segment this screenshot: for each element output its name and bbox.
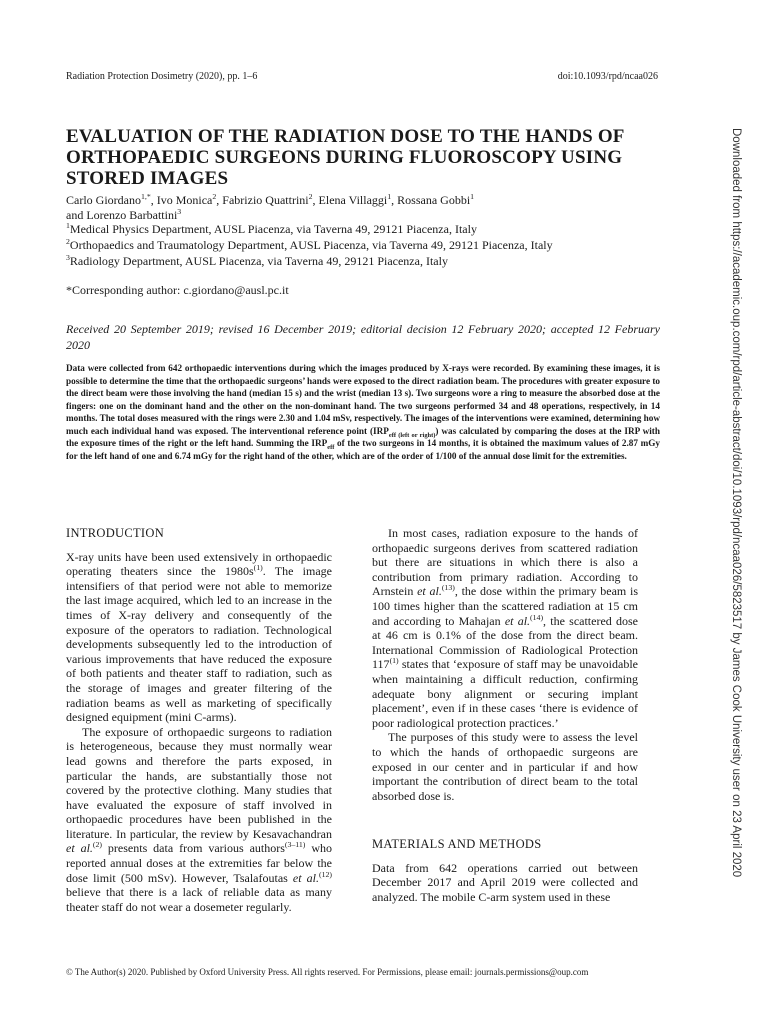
- affiliation-text: Medical Physics Department, AUSL Piacenza, via Taverna 49, 29121 Piacenza, Italy: [69, 222, 477, 236]
- body-text: who reported annual doses at the extremities far below the dose limit (500 mSv). However, Tsalafoutas: [66, 841, 332, 885]
- abstract-subscript: eff (left or right): [388, 431, 436, 439]
- author-name: , Ivo Monica: [150, 193, 213, 207]
- journal-citation: Radiation Protection Dosimetry (2020), pp. 1–6: [66, 71, 258, 82]
- abstract-text: Data were collected from 642 orthopaedic interventions during which the images produced by X-rays were recorded. By examining these images, it is possible to determine the time that the orthopaedic surgeons’ hands were exposed to the direct radiation beam. The procedures with greater exposure to the direct beam were those involving the hand (median 15 s) and the wrist (median 13 s). Two surgeons wore a ring to measure the absorbed dose at the fingers: one on the dominant hand and the other on the non-dominant hand. The two surgeons performed 34 and 48 operations, respectively, in 14 months. The total doses measured with the rings were 2.30 and 1.04 mSv, respectively. The images of the interventions were examined, determining how much each individual hand was exposed. The interventional reference point (IRP: [66, 363, 660, 436]
- body-text: believe that there is a lack of reliable data as many theater staff do not wear a dosemeter regularly.: [66, 885, 332, 914]
- body-text: presents data from various authors: [102, 841, 285, 856]
- affiliation: [66, 253, 666, 269]
- citation-ref: (3–11): [284, 840, 306, 850]
- affiliation: [66, 221, 666, 237]
- download-watermark-text: Downloaded from https://academic.oup.com/rpd/article-abstract/doi/10.1093/rpd/ncaa026/5823517 by James Cook University user on 23 April 2020: [730, 128, 742, 878]
- author-name: and Lorenzo Barbattini: [66, 208, 178, 222]
- author-name: Carlo Giordano: [66, 193, 141, 207]
- copyright-footer: © The Author(s) 2020. Published by Oxford University Press. All rights reserved. For Permissions, please email: journals.permissions@oup.com: [66, 967, 589, 977]
- paragraph: [372, 526, 638, 730]
- author-affiliation-mark: 1: [470, 192, 475, 201]
- body-text: , the dose within the primary beam is 100 times higher than the scattered radiation at 15 cm and according to Mahajan: [372, 584, 639, 628]
- article-dates: Received 20 September 2019; revised 16 December 2019; editorial decision 12 February 2020; accepted 12 February 2020: [66, 322, 660, 352]
- author-list: [66, 193, 666, 223]
- body-text: states that ‘exposure of staff may be unavoidable when maintaining a difficult reduction, confirming adequate bony alignment or securing implant placement’, even if in these cases ‘there is evidence of poor radiological protection practices.’: [372, 657, 638, 730]
- author-name: , Fabrizio Quattrini: [216, 193, 309, 207]
- paragraph: The purposes of this study were to assess the level to which the hands of orthopaedic surgeons are exposed in our center and in particular if and how important the contribution of direct beam to the total absorbed dose is.: [372, 730, 638, 803]
- paragraph: [66, 550, 332, 725]
- citation-ref: (1): [389, 656, 399, 666]
- citation-ref: (12): [318, 869, 332, 879]
- author-affiliation-mark: 1,*: [140, 192, 151, 201]
- abstract: [66, 362, 660, 462]
- author-affiliation-mark: 3: [177, 207, 182, 216]
- affiliation-text: Orthopaedics and Traumatology Department, AUSL Piacenza, via Taverna 49, 29121 Piacenza, Italy: [69, 238, 553, 252]
- author-name: , Rossana Gobbi: [391, 193, 471, 207]
- body-text-italic: et al.: [66, 841, 93, 856]
- paper-title: EVALUATION OF THE RADIATION DOSE TO THE HANDS OF ORTHOPAEDIC SURGEONS DURING FLUOROSCOPY USING STORED IMAGES: [66, 126, 624, 189]
- affiliation: [66, 237, 666, 253]
- paragraph: Data from 642 operations carried out between December 2017 and April 2019 were collected and analyzed. The mobile C-arm system used in these: [372, 860, 638, 905]
- body-text: . The image intensifiers of that period were not able to memorize the last image acquired, which led to an increase in the times of X-ray delivery and consequently of the exposure of the operators to radiation. Technological developments subsequently led to the introduction of various improvements that have reduced the exposure of both patients and theater staff to radiation, such as the storage of images and greater filtering of the radiation beams as well as marketing of specifically designed equipment (mini C-arms).: [66, 564, 332, 725]
- affiliation-number: 1: [66, 221, 70, 230]
- left-column: [66, 526, 332, 914]
- paragraph: [66, 725, 332, 915]
- author-affiliation-mark: 2: [308, 192, 313, 201]
- body-text: X-ray units have been used extensively in orthopaedic operating theaters since the 1980s: [66, 549, 332, 579]
- affiliation-number: 2: [66, 237, 70, 246]
- citation-ref: (2): [92, 840, 103, 850]
- author-name: , Elena Villaggi: [312, 193, 388, 207]
- body-text-italic: et al.: [504, 613, 531, 628]
- body-text: , the scattered dose at 46 cm is 0.1% of the dose from the direct beam. International Commission of Radiological Protection 117: [372, 613, 638, 672]
- section-heading-methods: MATERIALS AND METHODS: [372, 837, 542, 852]
- section-spacer: [372, 803, 638, 837]
- download-watermark: [728, 128, 752, 918]
- affiliation-text: Radiology Department, AUSL Piacenza, via Taverna 49, 29121 Piacenza, Italy: [69, 254, 448, 268]
- citation-ref: (13): [441, 583, 455, 593]
- body-text: The exposure of orthopaedic surgeons to radiation is heterogeneous, because they must normally wear lead gowns and therefore the parts exposed, in particular the hands, are substantially those not covered by the protective clothing. Many studies that have evaluated the exposure of staff involved in orthopaedic procedures have been published in the literature. In particular, the review by Kesavachandran: [66, 724, 332, 841]
- abstract-text: of the two surgeons in 14 months, it is obtained the maximum values of 2.87 mGy for the left hand of one and 6.74 mGy for the right hand of the other, which are of the order of 1/100 of the annual dose limit for the extremities.: [66, 438, 660, 461]
- body-text-italic: et al.: [292, 870, 319, 885]
- affiliation-number: 3: [66, 253, 70, 262]
- citation-ref: (14): [530, 612, 544, 622]
- body-text-italic: et al.: [417, 584, 442, 599]
- right-column: [372, 526, 638, 905]
- author-affiliation-mark: 2: [212, 192, 217, 201]
- author-affiliation-mark: 1: [387, 192, 392, 201]
- abstract-subscript: eff: [327, 443, 335, 451]
- citation-ref: (1): [253, 563, 263, 573]
- body-text: In most cases, radiation exposure to the hands of orthopaedic surgeons derives from scattered radiation but there are situations in which there is also a contribution from primary radiation. According to Arnstein: [372, 526, 638, 599]
- corresponding-author: *Corresponding author: c.giordano@ausl.pc.it: [66, 283, 289, 297]
- abstract-text: ) was calculated by comparing the doses at the IRP with the exposure times of the right or the left hand. Summing the IRP: [66, 425, 660, 448]
- doi: doi:10.1093/rpd/ncaa026: [557, 71, 658, 82]
- section-heading-introduction: INTRODUCTION: [66, 526, 165, 540]
